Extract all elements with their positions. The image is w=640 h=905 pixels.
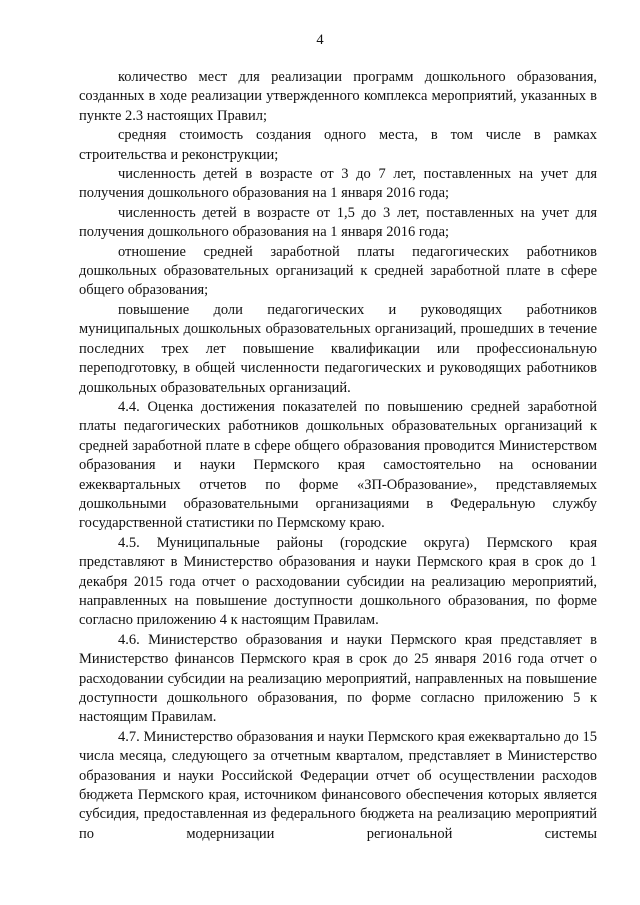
paragraph-place-cost: средняя стоимость создания одного места, в том числе в рамках строительства и реконструкции;: [79, 127, 597, 163]
paragraph-children-3-7: численность детей в возрасте от 3 до 7 лет, поставленных на учет для получения дошкольного образования на 1 января 2016 года;: [79, 166, 597, 202]
paragraph-4-7: 4.7. Министерство образования и науки Пермского края ежеквартально до 15 числа месяца, следующего за отчетным кварталом, представляет в Министерство образования и науки Российской Федерации отчет об осуществлении расходов бюджета Пермского края, источником финансового обеспечения которых является субсидия, предоставленная из федерального бюджета на реализацию мероприятий по модернизации региональной системы: [79, 728, 597, 842]
document-body: [79, 68, 597, 844]
page-number: 4: [316, 32, 324, 48]
paragraph-salary-ratio: отношение средней заработной платы педагогических работников дошкольных образовательных организаций к средней заработной плате в сфере общего образования;: [79, 243, 597, 299]
paragraph-places-count: количество мест для реализации программ дошкольного образования, созданных в ходе реализации утвержденного комплекса мероприятий, указанных в пункте 2.3 настоящих Правил;: [79, 69, 597, 124]
paragraph-children-1-5-3: численность детей в возрасте от 1,5 до 3 лет, поставленных на учет для получения дошкольного образования на 1 января 2016 года;: [79, 204, 597, 241]
paragraph-4-6: 4.6. Министерство образования и науки Пермского края представляет в Министерство финансов Пермского края в срок до 25 января 2016 года отчет о расходовании субсидии на реализацию мероприятий, направленных на повышение доступности дошкольного образования, по форме согласно приложению 5 к настоящим Правилам.: [79, 631, 597, 726]
paragraph-qualification-share: повышение доли педагогических и руководящих работников муниципальных дошкольных образовательных организаций, прошедших в течение последних трех лет повышение квалификации или профессиональную переподготовку, в общей численности педагогических и руководящих работников дошкольных образовательных организаций.: [79, 301, 597, 396]
paragraph-4-5: 4.5. Муниципальные районы (городские округа) Пермского края представляют в Министерство образования и науки Пермского края в срок до 1 декабря 2015 года отчет о расходовании субсидии на реализацию мероприятий, направленных на повышение доступности дошкольного образования, по форме согласно приложению 4 к настоящим Правилам.: [79, 534, 597, 629]
paragraph-4-4: 4.4. Оценка достижения показателей по повышению средней заработной платы педагогических работников дошкольных образовательных организаций к средней заработной плате в сфере общего образования проводится Министерством образования и науки Пермского края самостоятельно на основании ежеквартальных отчетов по форме «ЗП-Образование», представляемых дошкольными образовательными организациями в Федеральную службу государственной статистики по Пермскому краю.: [79, 398, 597, 532]
